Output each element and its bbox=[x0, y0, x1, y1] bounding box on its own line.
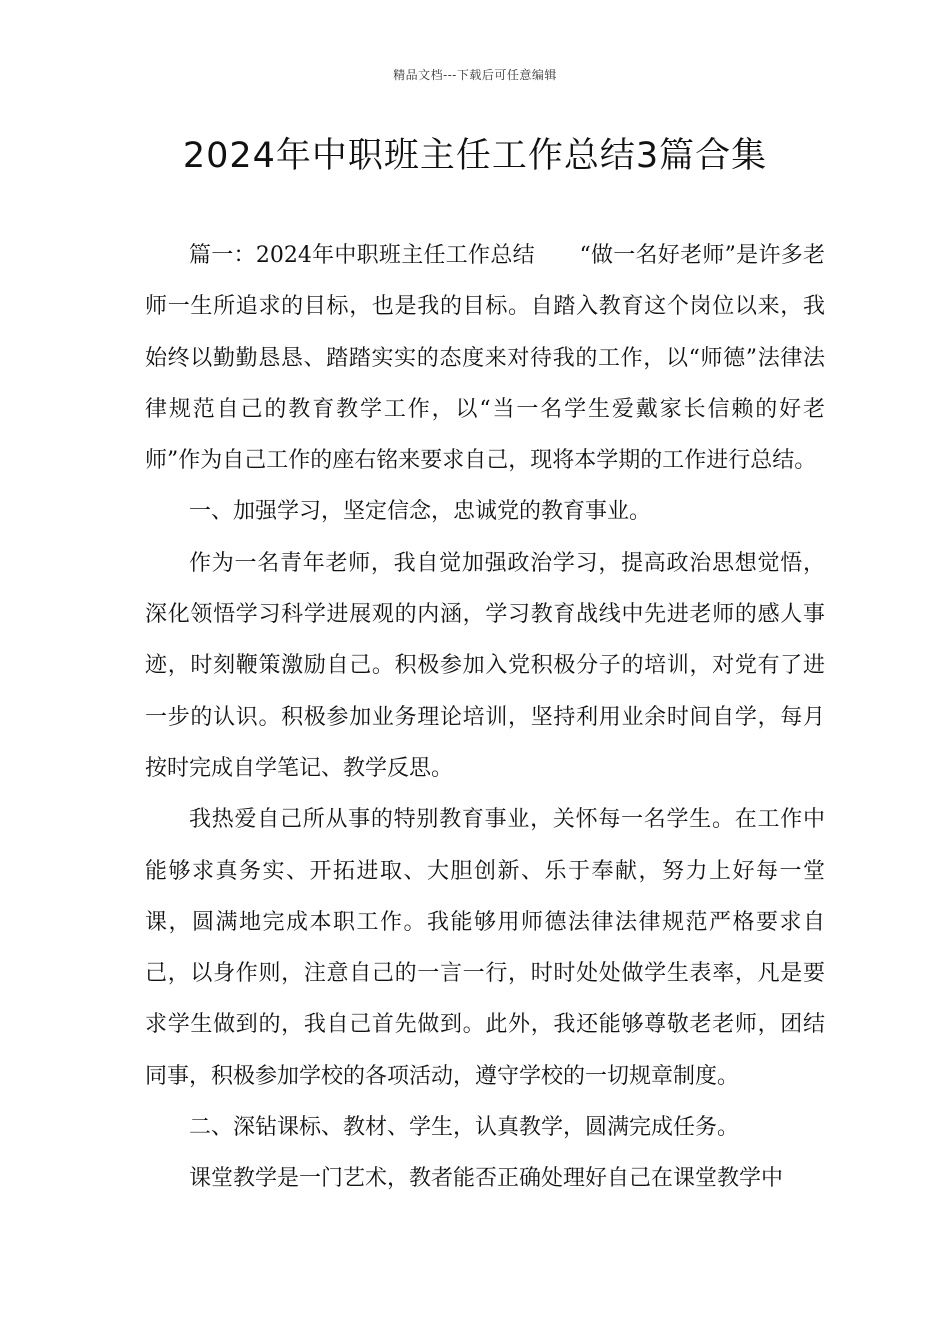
paragraph: 作为一名青年老师，我自觉加强政治学习，提高政治思想觉悟，深化领悟学习科学进展观的内涵，学习教育战线中先进老师的感人事迹，时刻鞭策激励自己。积极参加入党积极分子的培训，对党有了进一步的认识。积极参加业务理论培训，坚持利用业余时间自学，每月按时完成自学笔记、教学反思。 bbox=[145, 550, 825, 781]
paragraph: 我热爱自己所从事的特别教育事业，关怀每一名学生。在工作中能够求真务实、开拓进取、大胆创新、乐于奉献，努力上好每一堂课，圆满地完成本职工作。我能够用师德法律法律规范严格要求自己，以身作则，注意自己的一言一行，时时处处做学生表率，凡是要求学生做到的，我自己首先做到。此外，我还能够尊敬老老师，团结同事，积极参加学校的各项活动，遵守学校的一切规章制度。 bbox=[145, 807, 825, 1089]
document-body bbox=[145, 230, 825, 1205]
section-heading-2: 二、深钻课标、教材、学生，认真教学，圆满完成任务。 bbox=[189, 1115, 740, 1141]
paragraph-intro: 篇一：2024年中职班主任工作总结 “做一名好老师”是许多老师一生所追求的目标，也是我的目标。自踏入教育这个岗位以来，我始终以勤勤恳恳、踏踏实实的态度来对待我的工作，以“师德”法律法律规范自己的教育教学工作，以“当一名学生爱戴家长信赖的好老师”作为自己工作的座右铭来要求自己，现将本学期的工作进行总结。 bbox=[145, 243, 825, 474]
page-header: 精品文档---下载后可任意编辑 bbox=[393, 68, 557, 82]
document-title: 2024年中职班主任工作总结3篇合集 bbox=[182, 136, 768, 176]
paragraph: 课堂教学是一门艺术，教者能否正确处理好自己在课堂教学中 bbox=[189, 1166, 784, 1192]
section-heading-1: 一、加强学习，坚定信念，忠诚党的教育事业。 bbox=[189, 499, 652, 525]
